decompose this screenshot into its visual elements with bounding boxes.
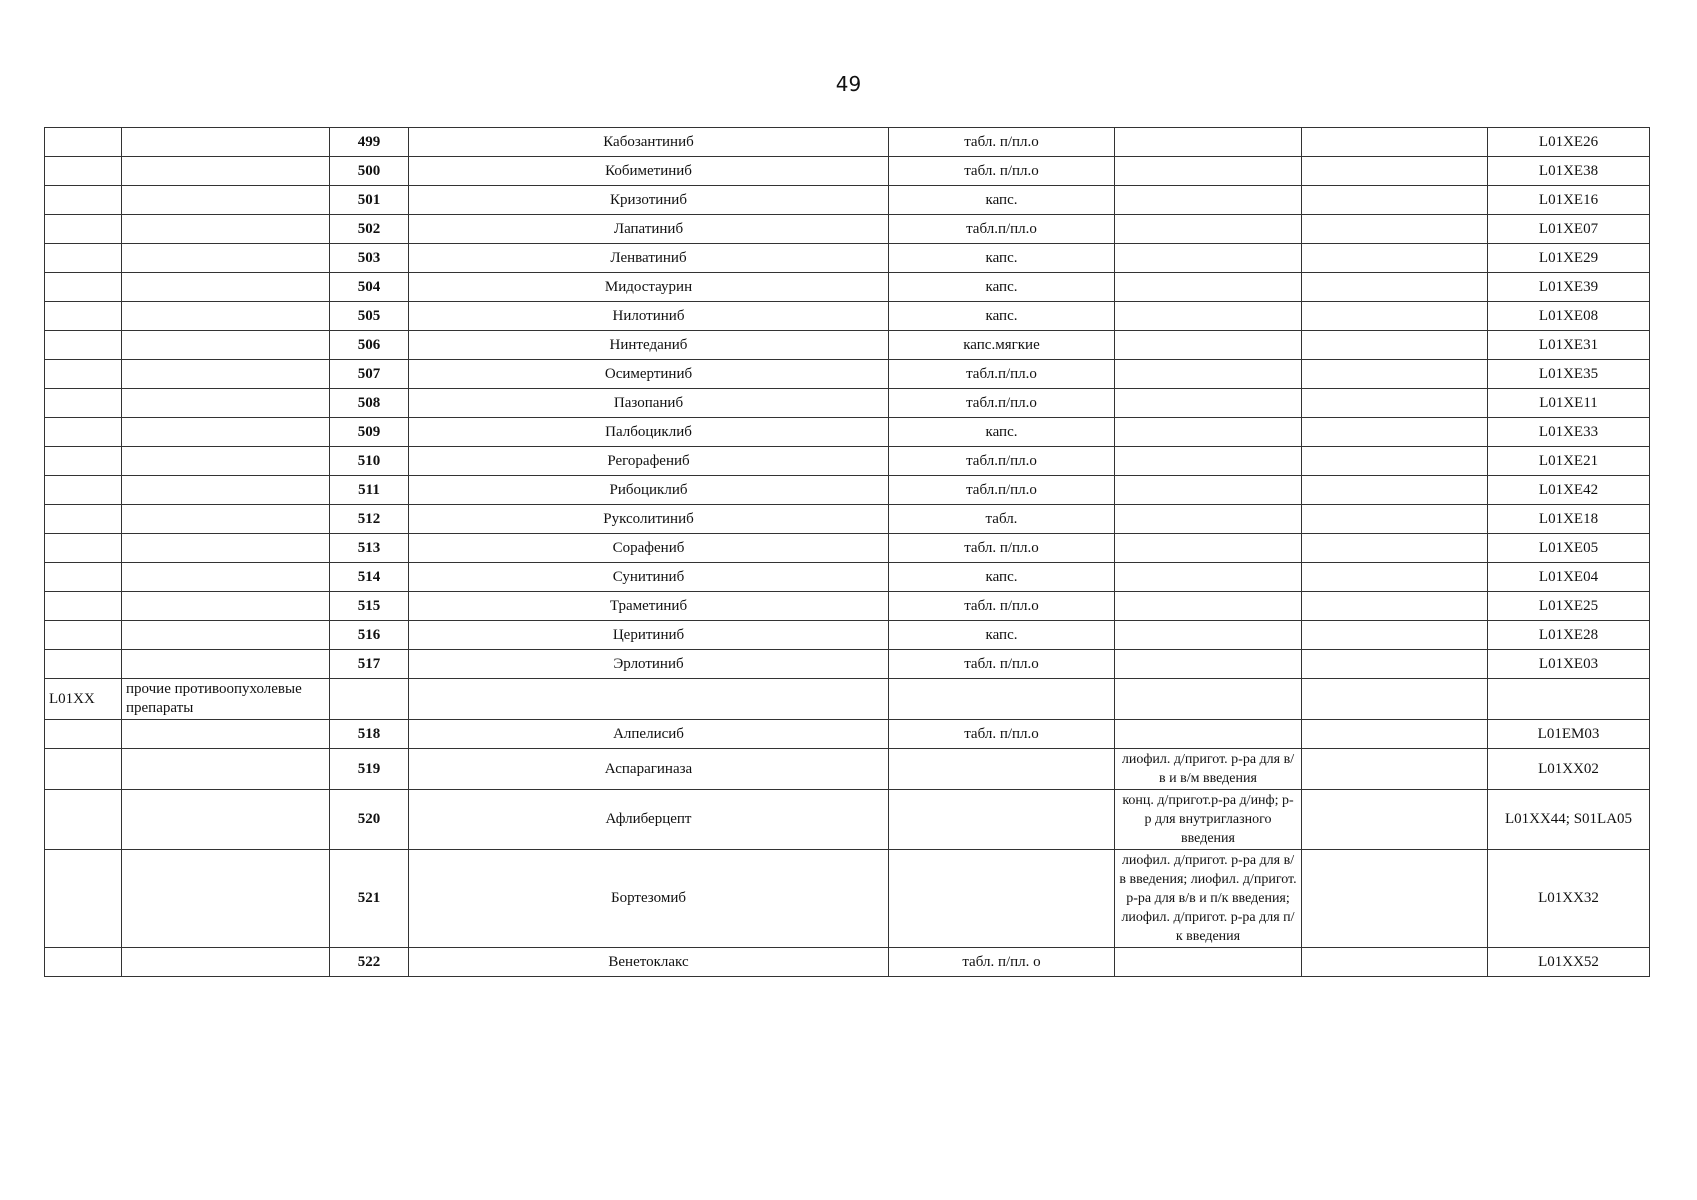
extra-cell <box>1302 650 1488 679</box>
atc-group-name-cell <box>122 302 330 331</box>
dosage-form-cell: капс.мягкие <box>889 331 1115 360</box>
atc-group-code-cell <box>45 850 122 948</box>
atc-group-name-cell <box>122 186 330 215</box>
dosage-form-alt-cell: конц. д/пригот.р-ра д/инф; р-р для внутриглазного введения <box>1115 790 1302 850</box>
table-row <box>45 534 1650 563</box>
dosage-form-alt-cell <box>1115 186 1302 215</box>
atc-group-name-cell <box>122 128 330 157</box>
drug-name-cell: Сунитиниб <box>409 563 889 592</box>
dosage-form-cell: капс. <box>889 186 1115 215</box>
atc-code-cell: L01XE11 <box>1488 389 1650 418</box>
atc-code-cell: L01XE07 <box>1488 215 1650 244</box>
table-row <box>45 592 1650 621</box>
atc-group-name-cell <box>122 157 330 186</box>
atc-group-name-cell <box>122 790 330 850</box>
drug-name-cell: Рибоциклиб <box>409 476 889 505</box>
drug-name-cell: Кабозантиниб <box>409 128 889 157</box>
extra-cell <box>1302 790 1488 850</box>
dosage-form-cell: табл.п/пл.о <box>889 360 1115 389</box>
atc-group-name-cell <box>122 215 330 244</box>
item-number-cell: 508 <box>330 389 409 418</box>
atc-group-code-cell <box>45 534 122 563</box>
item-number-cell: 516 <box>330 621 409 650</box>
atc-group-code-cell <box>45 302 122 331</box>
atc-group-code-cell <box>45 948 122 977</box>
drug-name-cell: Аспарагиназа <box>409 749 889 790</box>
item-number-cell: 514 <box>330 563 409 592</box>
item-number-cell: 499 <box>330 128 409 157</box>
atc-group-code-cell <box>45 749 122 790</box>
atc-group-code-cell <box>45 389 122 418</box>
atc-group-name-cell <box>122 273 330 302</box>
atc-code-cell: L01XE18 <box>1488 505 1650 534</box>
dosage-form-alt-cell <box>1115 360 1302 389</box>
dosage-form-cell: капс. <box>889 244 1115 273</box>
atc-group-name-cell <box>122 331 330 360</box>
dosage-form-cell: табл.п/пл.о <box>889 447 1115 476</box>
atc-code-cell: L01XE26 <box>1488 128 1650 157</box>
atc-group-name-cell <box>122 447 330 476</box>
extra-cell <box>1302 157 1488 186</box>
extra-cell <box>1302 331 1488 360</box>
item-number-cell: 519 <box>330 749 409 790</box>
atc-code-cell: L01XE16 <box>1488 186 1650 215</box>
item-number-cell: 511 <box>330 476 409 505</box>
extra-cell <box>1302 563 1488 592</box>
drug-name-cell: Осимертиниб <box>409 360 889 389</box>
atc-group-name-cell <box>122 720 330 749</box>
atc-group-name-cell <box>122 948 330 977</box>
page-number: 49 <box>835 72 862 96</box>
dosage-form-cell: табл. п/пл.о <box>889 128 1115 157</box>
atc-group-name-cell <box>122 563 330 592</box>
dosage-form-cell: табл. <box>889 505 1115 534</box>
dosage-form-alt-cell <box>1115 418 1302 447</box>
drug-name-cell <box>409 679 889 720</box>
drug-table <box>44 127 1650 977</box>
dosage-form-alt-cell <box>1115 621 1302 650</box>
dosage-form-cell: капс. <box>889 563 1115 592</box>
atc-code-cell: L01XX32 <box>1488 850 1650 948</box>
drug-name-cell: Нинтеданиб <box>409 331 889 360</box>
atc-code-cell: L01XE04 <box>1488 563 1650 592</box>
extra-cell <box>1302 244 1488 273</box>
extra-cell <box>1302 679 1488 720</box>
item-number-cell: 513 <box>330 534 409 563</box>
atc-group-name-cell <box>122 418 330 447</box>
atc-code-cell <box>1488 679 1650 720</box>
atc-group-code-cell <box>45 273 122 302</box>
table-row <box>45 186 1650 215</box>
table-row <box>45 850 1650 948</box>
atc-group-name-cell <box>122 749 330 790</box>
table-row <box>45 128 1650 157</box>
extra-cell <box>1302 360 1488 389</box>
item-number-cell: 505 <box>330 302 409 331</box>
dosage-form-alt-cell <box>1115 331 1302 360</box>
atc-group-name-cell: прочие противоопухолевые препараты <box>122 679 330 720</box>
dosage-form-cell: табл.п/пл.о <box>889 215 1115 244</box>
dosage-form-cell <box>889 749 1115 790</box>
atc-code-cell: L01XE33 <box>1488 418 1650 447</box>
dosage-form-cell: капс. <box>889 302 1115 331</box>
extra-cell <box>1302 476 1488 505</box>
dosage-form-cell: табл.п/пл.о <box>889 476 1115 505</box>
drug-name-cell: Пазопаниб <box>409 389 889 418</box>
table-row <box>45 215 1650 244</box>
atc-code-cell: L01XX44; S01LA05 <box>1488 790 1650 850</box>
dosage-form-alt-cell <box>1115 720 1302 749</box>
atc-group-code-cell <box>45 186 122 215</box>
atc-code-cell: L01XE03 <box>1488 650 1650 679</box>
atc-group-name-cell <box>122 360 330 389</box>
item-number-cell: 520 <box>330 790 409 850</box>
table-row <box>45 418 1650 447</box>
atc-group-code-cell <box>45 157 122 186</box>
table-row <box>45 476 1650 505</box>
table-row <box>45 447 1650 476</box>
drug-name-cell: Венетоклакс <box>409 948 889 977</box>
table-row <box>45 790 1650 850</box>
atc-group-code-cell <box>45 592 122 621</box>
item-number-cell: 502 <box>330 215 409 244</box>
item-number-cell: 522 <box>330 948 409 977</box>
item-number-cell: 515 <box>330 592 409 621</box>
extra-cell <box>1302 186 1488 215</box>
atc-code-cell: L01XE21 <box>1488 447 1650 476</box>
item-number-cell: 518 <box>330 720 409 749</box>
atc-group-code-cell <box>45 360 122 389</box>
item-number-cell <box>330 679 409 720</box>
dosage-form-alt-cell <box>1115 157 1302 186</box>
item-number-cell: 503 <box>330 244 409 273</box>
atc-group-code-cell <box>45 621 122 650</box>
atc-code-cell: L01XE31 <box>1488 331 1650 360</box>
table-row <box>45 360 1650 389</box>
table-row <box>45 302 1650 331</box>
atc-code-cell: L01XE39 <box>1488 273 1650 302</box>
dosage-form-alt-cell <box>1115 476 1302 505</box>
dosage-form-cell: табл. п/пл.о <box>889 650 1115 679</box>
atc-group-name-cell <box>122 650 330 679</box>
atc-group-name-cell <box>122 534 330 563</box>
atc-group-code-cell <box>45 244 122 273</box>
dosage-form-alt-cell <box>1115 302 1302 331</box>
dosage-form-cell: капс. <box>889 418 1115 447</box>
dosage-form-cell: табл. п/пл.о <box>889 592 1115 621</box>
atc-group-code-cell <box>45 650 122 679</box>
table-row <box>45 720 1650 749</box>
extra-cell <box>1302 215 1488 244</box>
extra-cell <box>1302 447 1488 476</box>
atc-code-cell: L01XE25 <box>1488 592 1650 621</box>
dosage-form-alt-cell <box>1115 650 1302 679</box>
table-row <box>45 505 1650 534</box>
drug-name-cell: Нилотиниб <box>409 302 889 331</box>
dosage-form-alt-cell: лиофил. д/пригот. р-ра для в/в и в/м введения <box>1115 749 1302 790</box>
drug-name-cell: Церитиниб <box>409 621 889 650</box>
item-number-cell: 512 <box>330 505 409 534</box>
atc-group-code-cell <box>45 563 122 592</box>
dosage-form-alt-cell <box>1115 389 1302 418</box>
dosage-form-cell: табл. п/пл. о <box>889 948 1115 977</box>
dosage-form-alt-cell <box>1115 948 1302 977</box>
table-row <box>45 244 1650 273</box>
drug-name-cell: Лапатиниб <box>409 215 889 244</box>
drug-name-cell: Руксолитиниб <box>409 505 889 534</box>
item-number-cell: 509 <box>330 418 409 447</box>
dosage-form-cell: капс. <box>889 621 1115 650</box>
drug-name-cell: Афлиберцепт <box>409 790 889 850</box>
extra-cell <box>1302 273 1488 302</box>
dosage-form-cell: табл. п/пл.о <box>889 157 1115 186</box>
table-row <box>45 948 1650 977</box>
table-row <box>45 389 1650 418</box>
dosage-form-alt-cell <box>1115 273 1302 302</box>
dosage-form-cell: табл. п/пл.о <box>889 720 1115 749</box>
dosage-form-cell: табл.п/пл.о <box>889 389 1115 418</box>
item-number-cell: 504 <box>330 273 409 302</box>
dosage-form-cell <box>889 679 1115 720</box>
item-number-cell: 506 <box>330 331 409 360</box>
atc-group-code-cell <box>45 505 122 534</box>
table-row <box>45 157 1650 186</box>
extra-cell <box>1302 418 1488 447</box>
atc-code-cell: L01XE08 <box>1488 302 1650 331</box>
dosage-form-alt-cell <box>1115 215 1302 244</box>
extra-cell <box>1302 621 1488 650</box>
dosage-form-cell: капс. <box>889 273 1115 302</box>
atc-group-code-cell <box>45 720 122 749</box>
item-number-cell: 517 <box>330 650 409 679</box>
table-row <box>45 749 1650 790</box>
drug-name-cell: Кризотиниб <box>409 186 889 215</box>
atc-group-code-cell <box>45 215 122 244</box>
drug-name-cell: Ленватиниб <box>409 244 889 273</box>
item-number-cell: 510 <box>330 447 409 476</box>
atc-code-cell: L01XE29 <box>1488 244 1650 273</box>
extra-cell <box>1302 534 1488 563</box>
dosage-form-alt-cell <box>1115 244 1302 273</box>
extra-cell <box>1302 389 1488 418</box>
drug-name-cell: Алпелисиб <box>409 720 889 749</box>
atc-code-cell: L01XE42 <box>1488 476 1650 505</box>
extra-cell <box>1302 302 1488 331</box>
extra-cell <box>1302 948 1488 977</box>
table-row <box>45 331 1650 360</box>
atc-group-name-cell <box>122 592 330 621</box>
extra-cell <box>1302 720 1488 749</box>
atc-group-name-cell <box>122 621 330 650</box>
atc-group-code-cell <box>45 790 122 850</box>
drug-name-cell: Палбоциклиб <box>409 418 889 447</box>
extra-cell <box>1302 592 1488 621</box>
dosage-form-cell: табл. п/пл.о <box>889 534 1115 563</box>
dosage-form-alt-cell <box>1115 534 1302 563</box>
item-number-cell: 501 <box>330 186 409 215</box>
atc-group-code-cell <box>45 128 122 157</box>
atc-code-cell: L01XX52 <box>1488 948 1650 977</box>
extra-cell <box>1302 128 1488 157</box>
dosage-form-alt-cell <box>1115 592 1302 621</box>
atc-group-code-cell <box>45 447 122 476</box>
dosage-form-alt-cell <box>1115 505 1302 534</box>
table-row <box>45 621 1650 650</box>
dosage-form-cell <box>889 850 1115 948</box>
atc-group-code-cell <box>45 476 122 505</box>
extra-cell <box>1302 749 1488 790</box>
atc-code-cell: L01XE05 <box>1488 534 1650 563</box>
atc-group-name-cell <box>122 850 330 948</box>
dosage-form-alt-cell <box>1115 447 1302 476</box>
dosage-form-cell <box>889 790 1115 850</box>
atc-code-cell: L01EM03 <box>1488 720 1650 749</box>
atc-group-name-cell <box>122 389 330 418</box>
drug-name-cell: Эрлотиниб <box>409 650 889 679</box>
atc-code-cell: L01XE35 <box>1488 360 1650 389</box>
atc-group-name-cell <box>122 476 330 505</box>
table-section-row <box>45 679 1650 720</box>
dosage-form-alt-cell <box>1115 679 1302 720</box>
item-number-cell: 521 <box>330 850 409 948</box>
atc-group-code-cell: L01XX <box>45 679 122 720</box>
extra-cell <box>1302 850 1488 948</box>
drug-name-cell: Регорафениб <box>409 447 889 476</box>
table-row <box>45 273 1650 302</box>
table-row <box>45 650 1650 679</box>
atc-group-name-cell <box>122 244 330 273</box>
drug-name-cell: Кобиметиниб <box>409 157 889 186</box>
table-row <box>45 563 1650 592</box>
drug-name-cell: Сорафениб <box>409 534 889 563</box>
table-body <box>45 128 1650 977</box>
item-number-cell: 507 <box>330 360 409 389</box>
dosage-form-alt-cell <box>1115 128 1302 157</box>
atc-code-cell: L01XE28 <box>1488 621 1650 650</box>
atc-group-name-cell <box>122 505 330 534</box>
dosage-form-alt-cell <box>1115 563 1302 592</box>
drug-name-cell: Мидостаурин <box>409 273 889 302</box>
atc-group-code-cell <box>45 331 122 360</box>
atc-code-cell: L01XE38 <box>1488 157 1650 186</box>
drug-name-cell: Бортезомиб <box>409 850 889 948</box>
atc-code-cell: L01XX02 <box>1488 749 1650 790</box>
extra-cell <box>1302 505 1488 534</box>
atc-group-code-cell <box>45 418 122 447</box>
item-number-cell: 500 <box>330 157 409 186</box>
dosage-form-alt-cell: лиофил. д/пригот. р-ра для в/в введения; лиофил. д/пригот. р-ра для в/в и п/к введения; лиофил. д/пригот. р-ра для п/к введения <box>1115 850 1302 948</box>
drug-name-cell: Траметиниб <box>409 592 889 621</box>
